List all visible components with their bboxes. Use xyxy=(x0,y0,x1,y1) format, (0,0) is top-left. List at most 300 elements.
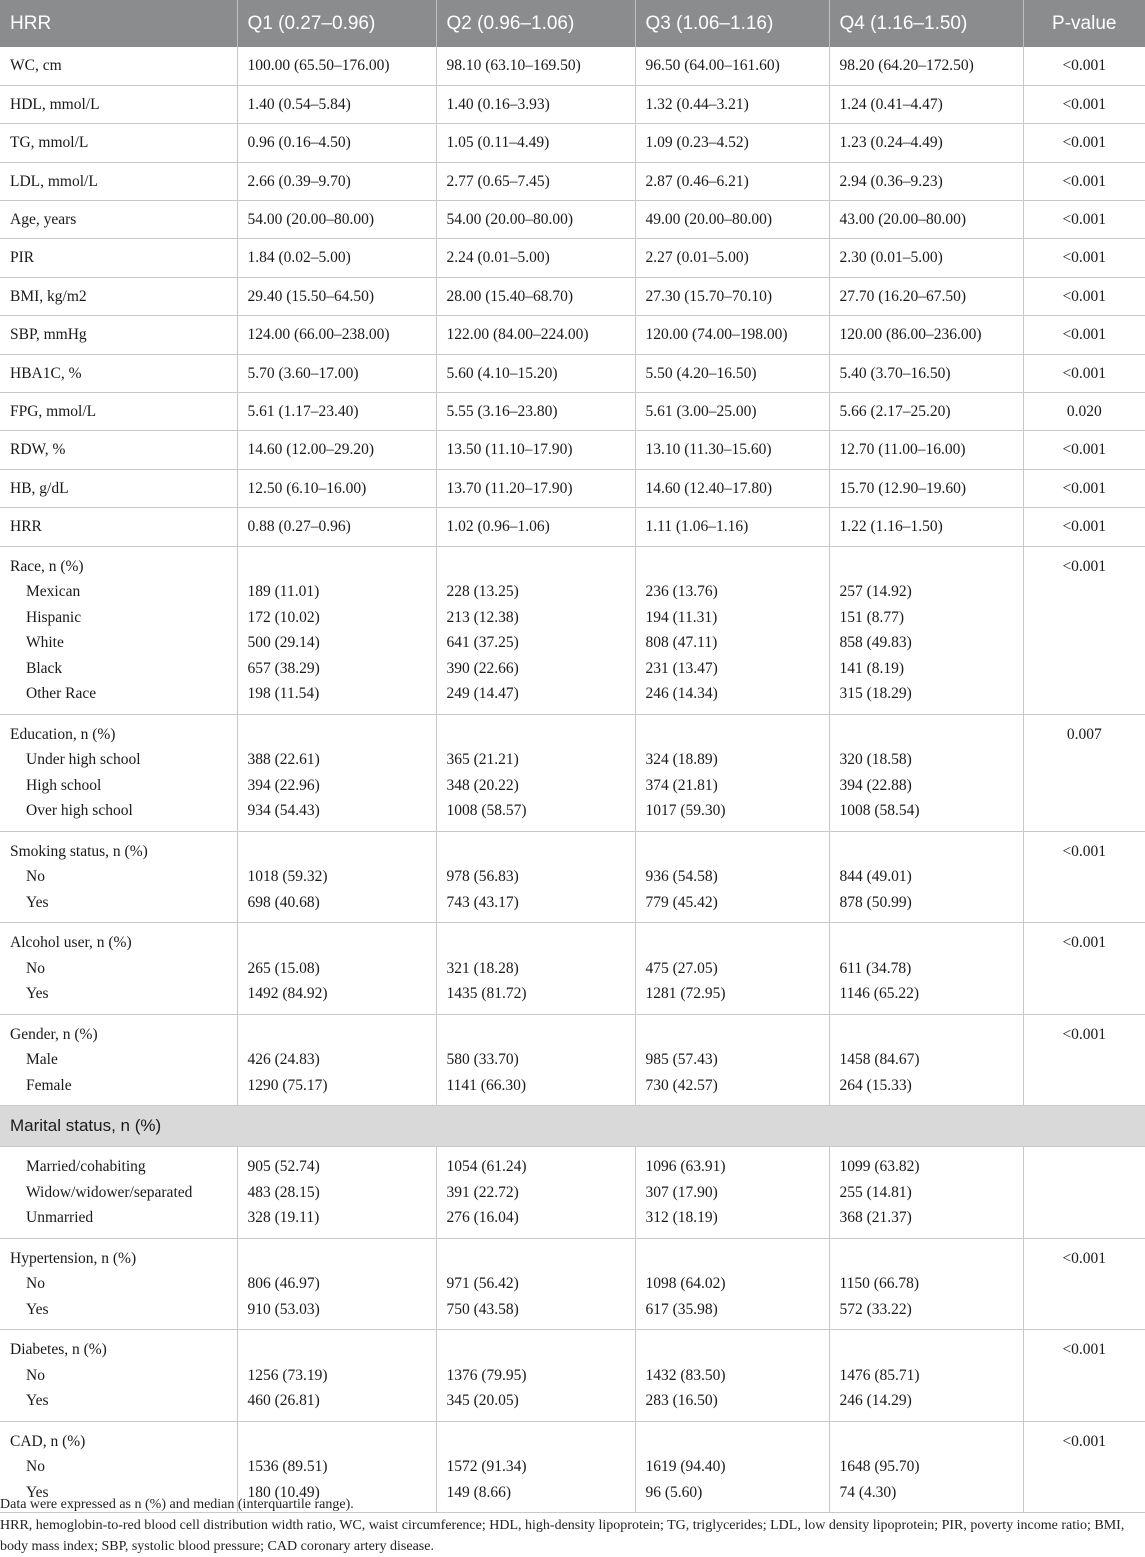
q2-value: 390 (22.66) xyxy=(446,659,519,677)
q1-value: 1.40 (0.54–5.84) xyxy=(237,85,436,123)
row-label: WC, cm xyxy=(0,47,237,85)
category-label: No xyxy=(26,959,45,977)
q4-value: 74 (4.30) xyxy=(839,1483,897,1501)
q3-value: 13.10 (11.30–15.60) xyxy=(635,431,829,469)
q4-cell xyxy=(829,1147,1023,1239)
table-row xyxy=(0,239,1145,277)
q2-value: 122.00 (84.00–224.00) xyxy=(436,316,635,354)
category-label: Yes xyxy=(26,1483,49,1501)
q1-cell xyxy=(237,1147,436,1239)
q1-value: 806 (46.97) xyxy=(247,1275,320,1293)
group-label-cell xyxy=(0,1238,237,1330)
q4-cell xyxy=(829,714,1023,831)
group-label: Hypertension, n (%) xyxy=(10,1249,137,1267)
category-label: Female xyxy=(26,1076,72,1094)
p-value: <0.001 xyxy=(1023,124,1145,162)
q1-value: 934 (54.43) xyxy=(247,802,320,820)
q2-value: 5.60 (4.10–15.20) xyxy=(436,354,635,392)
q3-cell xyxy=(635,1330,829,1422)
group-label: Alcohol user, n (%) xyxy=(10,934,132,952)
q2-cell xyxy=(436,546,635,714)
spacer xyxy=(646,839,819,865)
q1-value: 483 (28.15) xyxy=(247,1183,320,1201)
q2-value: 228 (13.25) xyxy=(446,583,519,601)
q2-value: 1.02 (0.96–1.06) xyxy=(436,508,635,546)
q3-value: 283 (16.50) xyxy=(645,1392,718,1410)
category-label: Black xyxy=(26,659,63,677)
q2-value: 1376 (79.95) xyxy=(446,1366,527,1384)
q2-value: 1.05 (0.11–4.49) xyxy=(436,124,635,162)
row-label: FPG, mmol/L xyxy=(0,393,237,431)
spacer xyxy=(447,839,625,865)
spacer xyxy=(248,554,426,580)
q4-value: 2.30 (0.01–5.00) xyxy=(829,239,1023,277)
p-value: <0.001 xyxy=(1023,431,1145,469)
row-label: SBP, mmHg xyxy=(0,316,237,354)
q1-value: 328 (19.11) xyxy=(247,1209,320,1227)
q4-value: 1.22 (1.16–1.50) xyxy=(829,508,1023,546)
table-row xyxy=(0,469,1145,507)
q1-value: 189 (11.01) xyxy=(247,583,320,601)
spacer xyxy=(646,1246,819,1272)
p-value: <0.001 xyxy=(1062,934,1107,952)
p-value: <0.001 xyxy=(1062,1341,1107,1359)
category-label: Over high school xyxy=(26,802,133,820)
q2-value: 971 (56.42) xyxy=(446,1275,519,1293)
q4-value: 1150 (66.78) xyxy=(839,1275,919,1293)
p-value-cell xyxy=(1023,546,1145,714)
p-value: <0.001 xyxy=(1023,277,1145,315)
spacer xyxy=(646,722,819,748)
group-row xyxy=(0,1014,1145,1106)
q3-value: 5.50 (4.20–16.50) xyxy=(635,354,829,392)
q3-value: 120.00 (74.00–198.00) xyxy=(635,316,829,354)
table-row xyxy=(0,393,1145,431)
marital-status-block xyxy=(0,1106,1145,1239)
q4-value: 368 (21.37) xyxy=(839,1209,912,1227)
p-value-cell xyxy=(1023,714,1145,831)
q2-value: 348 (20.22) xyxy=(446,776,519,794)
p-value: <0.001 xyxy=(1023,316,1145,354)
spacer xyxy=(248,930,426,956)
row-label: HBA1C, % xyxy=(0,354,237,392)
q3-value: 2.27 (0.01–5.00) xyxy=(635,239,829,277)
q3-value: 2.87 (0.46–6.21) xyxy=(635,162,829,200)
p-value: <0.001 xyxy=(1023,85,1145,123)
group-row xyxy=(0,831,1145,923)
q3-cell xyxy=(635,831,829,923)
q1-value: 426 (24.83) xyxy=(247,1051,320,1069)
category-label: Yes xyxy=(26,893,49,911)
q2-cell xyxy=(436,1147,635,1239)
group-row xyxy=(0,1238,1145,1330)
q1-value: 905 (52.74) xyxy=(247,1158,320,1176)
spacer xyxy=(447,930,625,956)
q2-value: 13.70 (11.20–17.90) xyxy=(436,469,635,507)
group-label-cell xyxy=(0,1330,237,1422)
q4-value: 1648 (95.70) xyxy=(839,1458,920,1476)
category-label: Male xyxy=(26,1051,58,1069)
spacer xyxy=(248,1022,426,1048)
q4-value: 844 (49.01) xyxy=(839,868,912,886)
spacer xyxy=(840,930,1013,956)
spacer xyxy=(248,1337,426,1363)
q3-value: 324 (18.89) xyxy=(645,751,718,769)
p-value-cell xyxy=(1023,1238,1145,1330)
q4-value: 257 (14.92) xyxy=(839,583,912,601)
p-value: <0.001 xyxy=(1062,1432,1107,1450)
row-label: BMI, kg/m2 xyxy=(0,277,237,315)
spacer xyxy=(447,1429,625,1455)
q4-value: 264 (15.33) xyxy=(839,1076,912,1094)
q3-value: 312 (18.19) xyxy=(645,1209,718,1227)
category-label: White xyxy=(26,634,64,652)
q4-value: 1458 (84.67) xyxy=(839,1051,920,1069)
header-hrr: HRR xyxy=(0,0,237,47)
q3-value: 1096 (63.91) xyxy=(645,1158,726,1176)
q1-cell xyxy=(237,1014,436,1106)
group-label: Education, n (%) xyxy=(10,725,116,743)
q2-value: 28.00 (15.40–68.70) xyxy=(436,277,635,315)
p-value: 0.020 xyxy=(1023,393,1145,431)
q2-cell xyxy=(436,831,635,923)
spacer xyxy=(248,839,426,865)
q3-value: 1098 (64.02) xyxy=(645,1275,726,1293)
q4-value: 858 (49.83) xyxy=(839,634,912,652)
q4-value: 315 (18.29) xyxy=(839,685,912,703)
group-label-cell xyxy=(0,1147,237,1239)
table-row xyxy=(0,162,1145,200)
q3-value: 14.60 (12.40–17.80) xyxy=(635,469,829,507)
q3-value: 617 (35.98) xyxy=(645,1300,718,1318)
q2-value: 750 (43.58) xyxy=(446,1300,519,1318)
spacer xyxy=(646,1429,819,1455)
table-row xyxy=(0,47,1145,85)
header-q4: Q4 (1.16–1.50) xyxy=(829,0,1023,47)
q4-value: 878 (50.99) xyxy=(839,893,912,911)
q2-value: 5.55 (3.16–23.80) xyxy=(436,393,635,431)
group-row xyxy=(0,1147,1145,1239)
q4-value: 5.40 (3.70–16.50) xyxy=(829,354,1023,392)
q1-value: 265 (15.08) xyxy=(247,959,320,977)
table-footnotes xyxy=(0,1494,1140,1557)
q3-value: 194 (11.31) xyxy=(645,608,718,626)
q3-value: 936 (54.58) xyxy=(645,868,718,886)
q4-value: 98.20 (64.20–172.50) xyxy=(829,47,1023,85)
spacer xyxy=(248,1429,426,1455)
q4-cell xyxy=(829,831,1023,923)
q1-value: 460 (26.81) xyxy=(247,1392,320,1410)
spacer xyxy=(447,1246,625,1272)
q2-value: 249 (14.47) xyxy=(446,685,519,703)
q3-cell xyxy=(635,1238,829,1330)
category-label: No xyxy=(26,1275,45,1293)
spacer xyxy=(248,722,426,748)
spacer xyxy=(840,1246,1013,1272)
q1-value: 198 (11.54) xyxy=(247,685,320,703)
q4-cell xyxy=(829,1330,1023,1422)
q1-value: 29.40 (15.50–64.50) xyxy=(237,277,436,315)
q4-value: 255 (14.81) xyxy=(839,1183,912,1201)
p-value: <0.001 xyxy=(1023,354,1145,392)
q1-value: 1290 (75.17) xyxy=(247,1076,328,1094)
category-label: No xyxy=(26,868,45,886)
spacer xyxy=(840,1337,1013,1363)
q4-value: 1008 (58.54) xyxy=(839,802,920,820)
category-label: Widow/widower/separated xyxy=(26,1183,193,1201)
category-label: High school xyxy=(26,776,102,794)
q2-value: 391 (22.72) xyxy=(446,1183,519,1201)
q2-value: 580 (33.70) xyxy=(446,1051,519,1069)
q4-value: 246 (14.29) xyxy=(839,1392,912,1410)
table-row xyxy=(0,508,1145,546)
spacer xyxy=(447,1337,625,1363)
table-row xyxy=(0,316,1145,354)
p-value: <0.001 xyxy=(1023,469,1145,507)
q3-cell xyxy=(635,1014,829,1106)
q1-value: 0.88 (0.27–0.96) xyxy=(237,508,436,546)
group-row xyxy=(0,1330,1145,1422)
header-q3: Q3 (1.06–1.16) xyxy=(635,0,829,47)
q3-value: 5.61 (3.00–25.00) xyxy=(635,393,829,431)
q3-value: 808 (47.11) xyxy=(645,634,718,652)
q1-value: 54.00 (20.00–80.00) xyxy=(237,201,436,239)
q3-value: 96 (5.60) xyxy=(645,1483,703,1501)
q2-value: 1.40 (0.16–3.93) xyxy=(436,85,635,123)
q1-value: 180 (10.49) xyxy=(247,1483,320,1501)
q2-value: 2.77 (0.65–7.45) xyxy=(436,162,635,200)
q1-value: 1256 (73.19) xyxy=(247,1366,328,1384)
p-value: <0.001 xyxy=(1023,162,1145,200)
spacer xyxy=(646,1337,819,1363)
q2-value: 743 (43.17) xyxy=(446,893,519,911)
q4-value: 5.66 (2.17–25.20) xyxy=(829,393,1023,431)
q2-value: 641 (37.25) xyxy=(446,634,519,652)
q1-cell xyxy=(237,923,436,1015)
q3-value: 374 (21.81) xyxy=(645,776,718,794)
q2-value: 1141 (66.30) xyxy=(446,1076,526,1094)
q3-value: 1619 (94.40) xyxy=(645,1458,726,1476)
q2-cell xyxy=(436,1238,635,1330)
spacer xyxy=(840,722,1013,748)
table-row xyxy=(0,201,1145,239)
q4-value: 1.24 (0.41–4.47) xyxy=(829,85,1023,123)
p-value: <0.001 xyxy=(1023,201,1145,239)
q4-cell xyxy=(829,1238,1023,1330)
spacer xyxy=(646,1022,819,1048)
q4-value: 151 (8.77) xyxy=(839,608,905,626)
group-row xyxy=(0,923,1145,1015)
q1-value: 2.66 (0.39–9.70) xyxy=(237,162,436,200)
q3-value: 475 (27.05) xyxy=(645,959,718,977)
q4-value: 1099 (63.82) xyxy=(839,1158,920,1176)
q4-value: 15.70 (12.90–19.60) xyxy=(829,469,1023,507)
q4-value: 320 (18.58) xyxy=(839,751,912,769)
q1-value: 5.70 (3.60–17.00) xyxy=(237,354,436,392)
q1-value: 14.60 (12.00–29.20) xyxy=(237,431,436,469)
footnote: HRR, hemoglobin-to-red blood cell distribution width ratio, WC, waist circumference; HDL, high-density lipoprotein; TG, triglycerides; LDL, low density lipoprotein; PIR, poverty income ratio; BMI, body mass index; SBP, systolic blood pressure; CAD coronary artery disease. xyxy=(0,1518,1125,1554)
group-row xyxy=(0,714,1145,831)
spacer xyxy=(840,1022,1013,1048)
row-label: HRR xyxy=(0,508,237,546)
p-value: <0.001 xyxy=(1062,1025,1107,1043)
q3-value: 96.50 (64.00–161.60) xyxy=(635,47,829,85)
spacer xyxy=(248,1246,426,1272)
q4-cell xyxy=(829,923,1023,1015)
q3-cell xyxy=(635,714,829,831)
q1-value: 1536 (89.51) xyxy=(247,1458,328,1476)
q2-cell xyxy=(436,1330,635,1422)
group-label-cell xyxy=(0,546,237,714)
q3-value: 49.00 (20.00–80.00) xyxy=(635,201,829,239)
q4-value: 1476 (85.71) xyxy=(839,1366,920,1384)
category-label: Mexican xyxy=(26,583,81,601)
q2-value: 1572 (91.34) xyxy=(446,1458,527,1476)
category-label: Yes xyxy=(26,1392,49,1410)
q4-value: 43.00 (20.00–80.00) xyxy=(829,201,1023,239)
group-row xyxy=(0,546,1145,714)
q4-cell xyxy=(829,546,1023,714)
q1-value: 1.84 (0.02–5.00) xyxy=(237,239,436,277)
p-value-cell xyxy=(1023,1014,1145,1106)
row-label: PIR xyxy=(0,239,237,277)
q2-cell xyxy=(436,1014,635,1106)
q3-value: 1432 (83.50) xyxy=(645,1366,726,1384)
p-value: 0.007 xyxy=(1066,725,1102,743)
q4-value: 572 (33.22) xyxy=(839,1300,912,1318)
category-label: Yes xyxy=(26,1300,49,1318)
q4-value: 141 (8.19) xyxy=(839,659,905,677)
q1-cell xyxy=(237,1330,436,1422)
group-label: Race, n (%) xyxy=(10,557,84,575)
q3-value: 1.09 (0.23–4.52) xyxy=(635,124,829,162)
q2-value: 1435 (81.72) xyxy=(446,985,527,1003)
group-label-cell xyxy=(0,1014,237,1106)
q1-cell xyxy=(237,1238,436,1330)
q4-value: 1146 (65.22) xyxy=(839,985,919,1003)
q3-cell xyxy=(635,1147,829,1239)
continuous-variables xyxy=(0,47,1145,546)
row-label: RDW, % xyxy=(0,431,237,469)
q3-value: 1281 (72.95) xyxy=(645,985,726,1003)
p-value: <0.001 xyxy=(1023,239,1145,277)
header-q2: Q2 (0.96–1.06) xyxy=(436,0,635,47)
q3-value: 1.32 (0.44–3.21) xyxy=(635,85,829,123)
q3-cell xyxy=(635,546,829,714)
q1-value: 394 (22.96) xyxy=(247,776,320,794)
p-value: <0.001 xyxy=(1062,842,1107,860)
spacer xyxy=(646,554,819,580)
q3-value: 27.30 (15.70–70.10) xyxy=(635,277,829,315)
q4-value: 611 (34.78) xyxy=(839,959,912,977)
q3-value: 307 (17.90) xyxy=(645,1183,718,1201)
q1-value: 657 (38.29) xyxy=(247,659,320,677)
group-label: Gender, n (%) xyxy=(10,1025,98,1043)
category-label: Married/cohabiting xyxy=(26,1158,146,1176)
category-label: No xyxy=(26,1458,45,1476)
spacer xyxy=(447,554,625,580)
group-label: Diabetes, n (%) xyxy=(10,1341,107,1359)
q2-value: 345 (20.05) xyxy=(446,1392,519,1410)
q3-value: 985 (57.43) xyxy=(645,1051,718,1069)
q2-value: 978 (56.83) xyxy=(446,868,519,886)
q1-value: 1018 (59.32) xyxy=(247,868,328,886)
p-value: <0.001 xyxy=(1062,557,1107,575)
header-p-value: P-value xyxy=(1023,0,1145,47)
p-value: <0.001 xyxy=(1062,1249,1107,1267)
q1-value: 698 (40.68) xyxy=(247,893,320,911)
p-value: <0.001 xyxy=(1023,47,1145,85)
q3-value: 231 (13.47) xyxy=(645,659,718,677)
group-label: Smoking status, n (%) xyxy=(10,842,148,860)
row-label: TG, mmol/L xyxy=(0,124,237,162)
q2-value: 54.00 (20.00–80.00) xyxy=(436,201,635,239)
q4-cell xyxy=(829,1014,1023,1106)
q2-value: 321 (18.28) xyxy=(446,959,519,977)
footnote: Data were expressed as n (%) and median (interquartile range). xyxy=(0,1497,354,1512)
section-title: Marital status, n (%) xyxy=(0,1106,1145,1147)
category-label: Hispanic xyxy=(26,608,82,626)
q3-value: 236 (13.76) xyxy=(645,583,718,601)
q1-cell xyxy=(237,546,436,714)
q3-value: 779 (45.42) xyxy=(645,893,718,911)
q1-value: 5.61 (1.17–23.40) xyxy=(237,393,436,431)
q1-value: 500 (29.14) xyxy=(247,634,320,652)
spacer xyxy=(840,1429,1013,1455)
group-label-cell xyxy=(0,923,237,1015)
p-value-cell xyxy=(1023,923,1145,1015)
p-value: <0.001 xyxy=(1023,508,1145,546)
spacer xyxy=(447,1022,625,1048)
q2-cell xyxy=(436,923,635,1015)
category-label: No xyxy=(26,1366,45,1384)
table-row xyxy=(0,124,1145,162)
q1-value: 100.00 (65.50–176.00) xyxy=(237,47,436,85)
table-row xyxy=(0,85,1145,123)
row-label: Age, years xyxy=(0,201,237,239)
q2-value: 98.10 (63.10–169.50) xyxy=(436,47,635,85)
table-row xyxy=(0,354,1145,392)
q3-value: 246 (14.34) xyxy=(645,685,718,703)
spacer xyxy=(840,554,1013,580)
category-label: Yes xyxy=(26,985,49,1003)
q4-value: 12.70 (11.00–16.00) xyxy=(829,431,1023,469)
row-label: LDL, mmol/L xyxy=(0,162,237,200)
q2-value: 1054 (61.24) xyxy=(446,1158,527,1176)
q2-value: 13.50 (11.10–17.90) xyxy=(436,431,635,469)
row-label: HDL, mmol/L xyxy=(0,85,237,123)
group-label-cell xyxy=(0,831,237,923)
q4-value: 27.70 (16.20–67.50) xyxy=(829,277,1023,315)
q3-value: 1017 (59.30) xyxy=(645,802,726,820)
table-header-row xyxy=(0,0,1145,47)
q1-value: 172 (10.02) xyxy=(247,608,320,626)
q4-value: 2.94 (0.36–9.23) xyxy=(829,162,1023,200)
spacer xyxy=(840,839,1013,865)
q1-value: 124.00 (66.00–238.00) xyxy=(237,316,436,354)
header-q1: Q1 (0.27–0.96) xyxy=(237,0,436,47)
group-label-cell xyxy=(0,714,237,831)
q2-value: 213 (12.38) xyxy=(446,608,519,626)
q4-value: 394 (22.88) xyxy=(839,776,912,794)
q2-value: 2.24 (0.01–5.00) xyxy=(436,239,635,277)
spacer xyxy=(646,930,819,956)
q1-cell xyxy=(237,831,436,923)
q4-value: 120.00 (86.00–236.00) xyxy=(829,316,1023,354)
p-value-cell xyxy=(1023,831,1145,923)
q1-value: 1492 (84.92) xyxy=(247,985,328,1003)
q1-cell xyxy=(237,714,436,831)
